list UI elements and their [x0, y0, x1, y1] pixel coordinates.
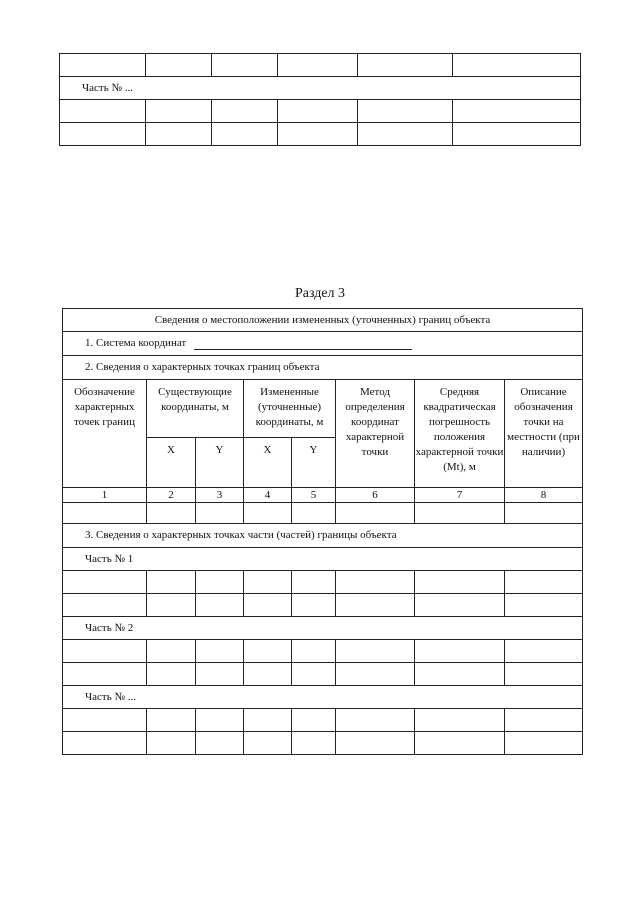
table-row [63, 732, 583, 755]
coord-system-row [63, 332, 583, 356]
table-row [63, 571, 583, 594]
table-row [63, 617, 583, 640]
table-row [63, 309, 583, 332]
header-row [63, 380, 583, 438]
table-row [63, 524, 583, 548]
section-title: Раздел 3 [294, 286, 346, 301]
column-number: 7 [415, 488, 505, 503]
table-title: Сведения о местоположении измененных (уточненных) границ объекта [63, 309, 583, 332]
header-mean-error: Средняя квадратическая погрешность положения характерной точки (Mt), м [415, 380, 505, 488]
points-label: 2. Сведения о характерных точках границ объекта [63, 356, 583, 380]
table-row [63, 594, 583, 617]
coord-system-line [194, 338, 412, 350]
header-point-designation: Обозначение характерных точек границ [63, 380, 147, 488]
part-label: Часть № 1 [63, 548, 583, 571]
header-method: Метод определения координат характерной точки [336, 380, 415, 488]
continued-table [59, 53, 581, 146]
column-number: 4 [244, 488, 292, 503]
table-row [60, 54, 581, 77]
header-x: X [147, 438, 196, 488]
column-numbers-row [63, 488, 583, 503]
table-row [63, 356, 583, 380]
header-changed-coords: Измененные (уточненные) координаты, м [244, 380, 336, 438]
table-row [63, 503, 583, 524]
column-number: 5 [292, 488, 336, 503]
column-number: 8 [505, 488, 583, 503]
table-row [63, 686, 583, 709]
header-point-description: Описание обозначения точки на местности (при наличии) [505, 380, 583, 488]
coord-system-label: 1. Система координат [85, 337, 187, 349]
table-row [60, 123, 581, 146]
column-number: 6 [336, 488, 415, 503]
header-y: Y [292, 438, 336, 488]
column-number: 1 [63, 488, 147, 503]
header-x: X [244, 438, 292, 488]
table-row [63, 663, 583, 686]
table-row [60, 100, 581, 123]
part-label: Часть № ... [60, 77, 581, 100]
parts-label: 3. Сведения о характерных точках части (частей) границы объекта [63, 524, 583, 548]
column-number: 3 [196, 488, 244, 503]
header-y: Y [196, 438, 244, 488]
table-row [60, 77, 581, 100]
table-row [63, 548, 583, 571]
table-row [63, 640, 583, 663]
table-row [63, 709, 583, 732]
column-number: 2 [147, 488, 196, 503]
boundaries-table [62, 308, 583, 755]
table-row [63, 332, 583, 356]
header-existing-coords: Существующие координаты, м [147, 380, 244, 438]
part-label: Часть № 2 [63, 617, 583, 640]
part-label: Часть № ... [63, 686, 583, 709]
